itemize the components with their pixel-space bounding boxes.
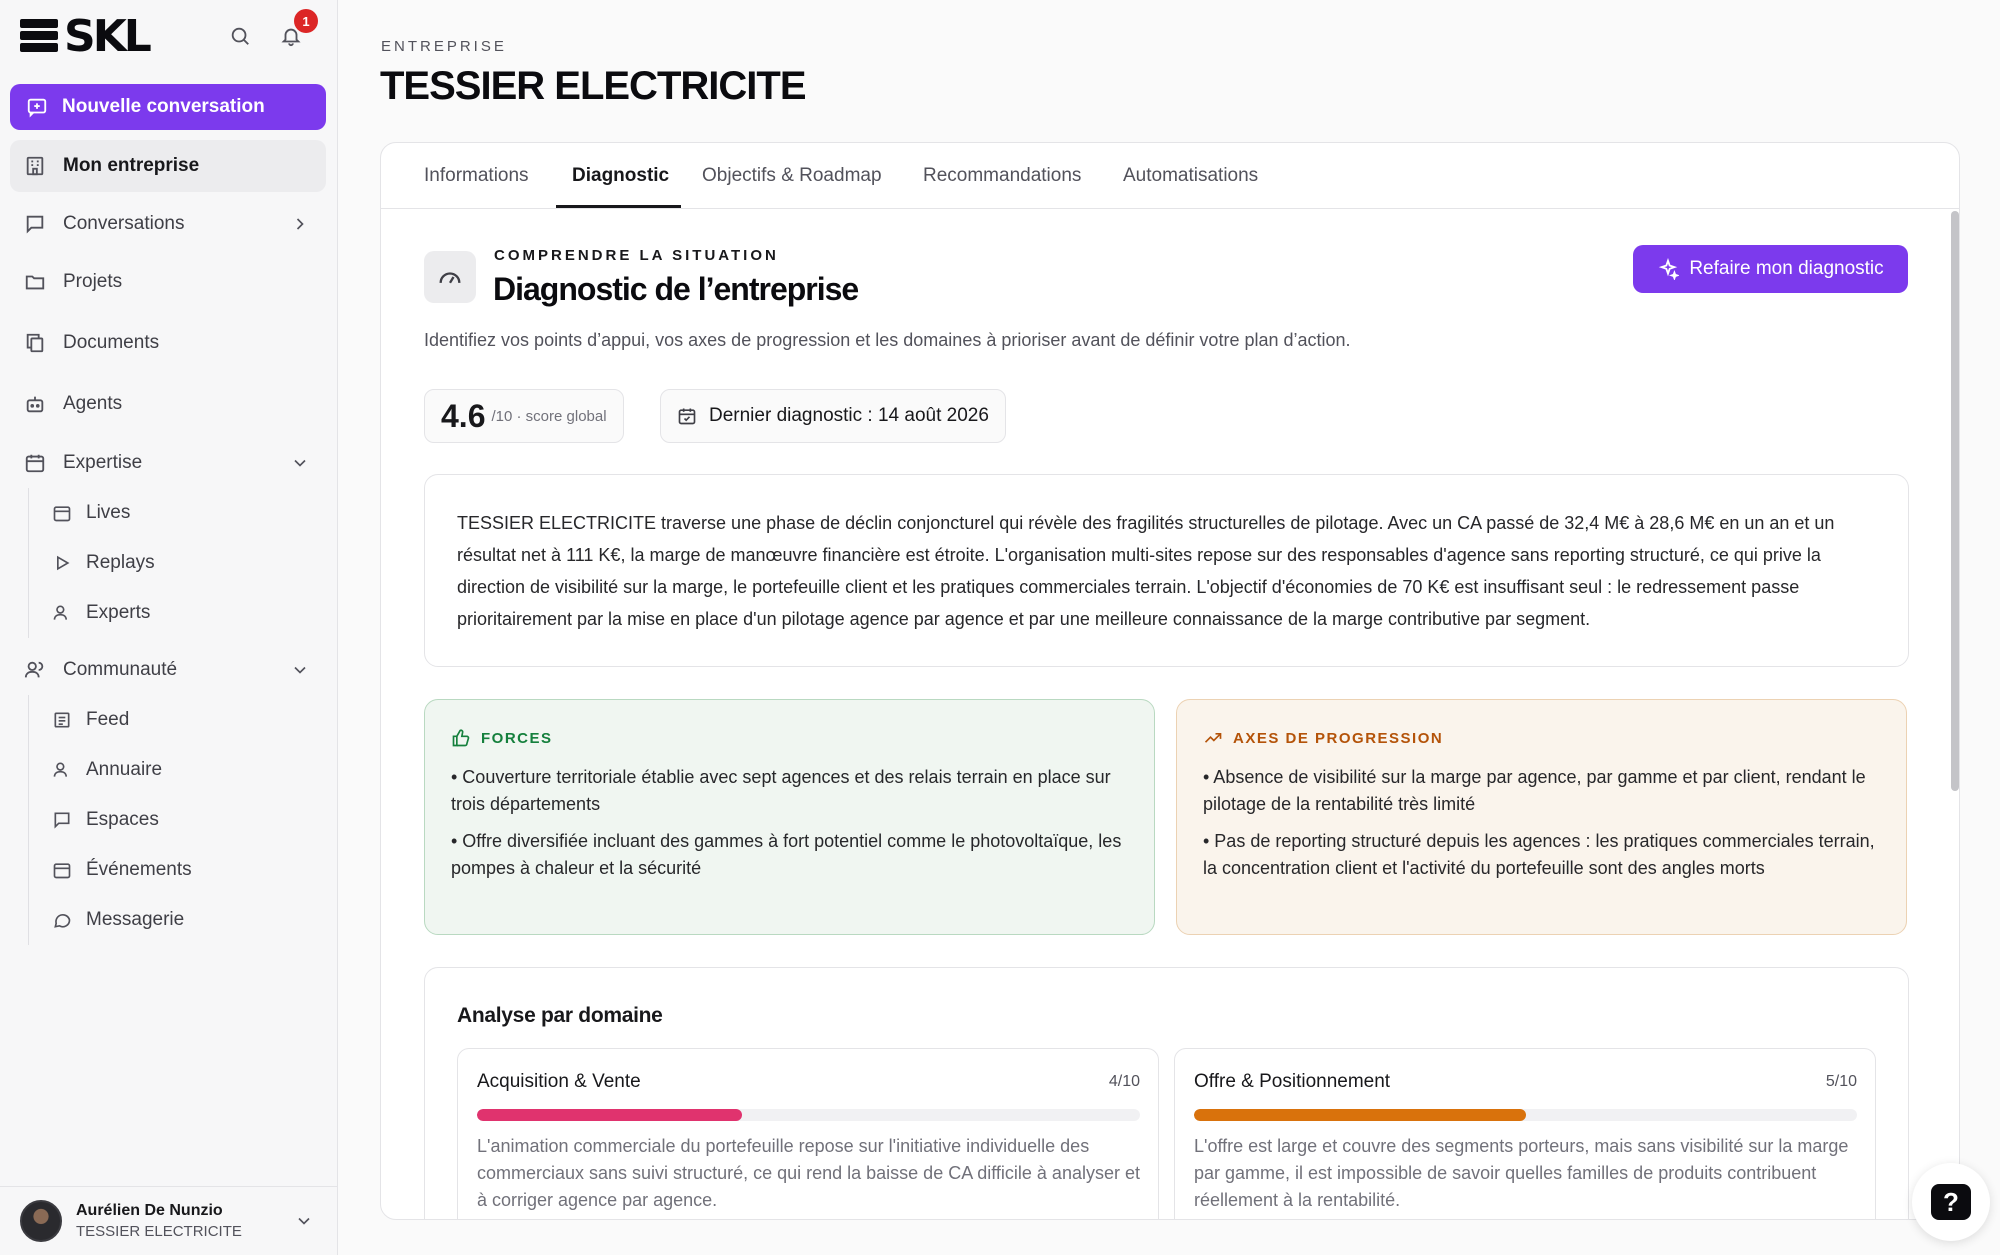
- submenu-rail: [28, 695, 29, 945]
- message-square-icon: [52, 810, 72, 830]
- tab-recommandations[interactable]: Recommandations: [923, 165, 1082, 186]
- active-tab-indicator: [556, 205, 681, 208]
- play-icon: [52, 553, 72, 573]
- global-score-suffix: /10 · score global: [491, 407, 607, 425]
- sidebar-item-label: Documents: [63, 332, 160, 353]
- sidebar-item-label: Expertise: [63, 452, 143, 473]
- chevron-down-icon: [294, 1211, 314, 1231]
- domain-card-offre-positionnement[interactable]: [1174, 1048, 1876, 1220]
- sidebar-item-label: Experts: [86, 602, 151, 623]
- sidebar-item-evenements[interactable]: [44, 848, 324, 892]
- sidebar-item-label: Replays: [86, 552, 155, 573]
- thumbs-up-icon: [451, 728, 471, 748]
- sparkles-icon: [1657, 258, 1679, 280]
- notification-badge: 1: [294, 9, 318, 33]
- sidebar-item-label: Agents: [63, 393, 123, 414]
- domain-progress-track: [477, 1109, 1140, 1121]
- global-score-value: 4.6: [441, 397, 486, 434]
- domain-progress-track: [1194, 1109, 1857, 1121]
- sidebar-item-documents[interactable]: [10, 317, 326, 369]
- user-name: Aurélien De Nunzio: [76, 1202, 223, 1219]
- domain-progress-fill: [1194, 1109, 1526, 1121]
- page-eyebrow: ENTREPRISE: [381, 38, 507, 55]
- help-icon: ?: [1931, 1184, 1971, 1220]
- sidebar-item-label: Lives: [86, 502, 131, 523]
- company-panel: [380, 142, 1960, 1220]
- brand-name: SKL: [64, 10, 149, 62]
- user-menu[interactable]: [0, 1186, 338, 1255]
- domain-description: L'animation commerciale du portefeuille repose sur l'initiative individuelle des commerciaux sans suivi structuré, ce qui rend la baisse de CA difficile à analyser et à corriger agence par agence.: [477, 1136, 1140, 1210]
- sidebar-item-label: Événements: [86, 859, 192, 880]
- summary-card: [424, 474, 1909, 667]
- bot-icon: [24, 393, 46, 415]
- forces-title: FORCES: [481, 729, 553, 747]
- calendar-icon: [24, 452, 46, 474]
- chevron-down-icon[interactable]: [290, 453, 310, 473]
- avatar: [20, 1200, 62, 1242]
- section-subtitle: Identifiez vos points d’appui, vos axes de progression et les domaines à prioriser avant de définir votre plan d’action.: [424, 330, 1351, 350]
- trending-up-icon: [1203, 728, 1223, 748]
- chevron-right-icon[interactable]: [290, 214, 310, 234]
- tab-bar: [381, 143, 1959, 209]
- global-score-chip: [424, 389, 624, 443]
- sidebar-item-lives[interactable]: [44, 491, 324, 535]
- forces-item: • Offre diversifiée incluant des gammes à fort potentiel comme le photovoltaïque, les pompes à chaleur et la sécurité: [451, 831, 1122, 878]
- users-icon: [24, 659, 46, 681]
- sidebar-item-expertise[interactable]: [10, 437, 326, 489]
- sidebar-item-projets[interactable]: [10, 256, 326, 308]
- sidebar-item-messagerie[interactable]: [44, 898, 324, 942]
- logo-icon: [20, 17, 58, 55]
- brand-logo[interactable]: [20, 10, 149, 62]
- forces-item: • Couverture territoriale établie avec sept agences et des relais terrain en place sur trois départements: [451, 767, 1111, 814]
- sidebar-item-label: Messagerie: [86, 909, 185, 930]
- sidebar-item-replays[interactable]: [44, 541, 324, 585]
- calendar-check-icon: [677, 406, 697, 426]
- axes-title: AXES DE PROGRESSION: [1233, 729, 1444, 747]
- submenu-rail: [28, 488, 29, 638]
- domain-score: 4/10: [1108, 1073, 1140, 1090]
- message-plus-icon: [26, 96, 48, 118]
- redo-diagnostic-button[interactable]: [1633, 245, 1908, 293]
- domain-score: 5/10: [1825, 1073, 1857, 1090]
- forces-card: [424, 699, 1155, 935]
- calendar-icon: [52, 860, 72, 880]
- sidebar-item-mon-entreprise[interactable]: [10, 140, 326, 192]
- new-conversation-button[interactable]: [10, 84, 326, 130]
- tab-objectifs-roadmap[interactable]: Objectifs & Roadmap: [702, 165, 882, 186]
- domain-analysis-card: [424, 967, 1909, 1220]
- section-title: Diagnostic de l’entreprise: [493, 271, 859, 307]
- axes-card: [1176, 699, 1907, 935]
- tab-diagnostic[interactable]: Diagnostic: [572, 165, 670, 186]
- gauge-icon: [424, 251, 476, 303]
- new-conversation-label: Nouvelle conversation: [62, 96, 265, 117]
- sidebar-item-label: Conversations: [63, 213, 185, 234]
- sidebar-item-label: Communauté: [63, 659, 178, 680]
- message-circle-icon: [52, 910, 72, 930]
- sidebar-item-conversations[interactable]: [10, 198, 326, 250]
- user-company: TESSIER ELECTRICITE: [76, 1223, 242, 1240]
- last-diagnostic-chip: [660, 389, 1006, 443]
- sidebar-item-annuaire[interactable]: [44, 748, 324, 792]
- section-eyebrow: COMPRENDRE LA SITUATION: [494, 247, 779, 264]
- sidebar-item-label: Espaces: [86, 809, 159, 830]
- search-icon[interactable]: [226, 22, 254, 50]
- folder-icon: [24, 271, 46, 293]
- sidebar-item-espaces[interactable]: [44, 798, 324, 842]
- message-square-icon: [24, 213, 46, 235]
- sidebar-item-agents[interactable]: [10, 378, 326, 430]
- domain-name: Acquisition & Vente: [477, 1071, 641, 1092]
- tab-informations[interactable]: Informations: [424, 165, 529, 186]
- domain-description: L'offre est large et couvre des segments porteurs, mais sans visibilité sur la marge par gamme, il est impossible de savoir quelles familles de produits contribuent réellement à la rentabilité.: [1194, 1136, 1849, 1210]
- domain-name: Offre & Positionnement: [1194, 1071, 1391, 1092]
- tab-automatisations[interactable]: Automatisations: [1123, 165, 1259, 186]
- help-button[interactable]: [1912, 1163, 1990, 1241]
- page-title: TESSIER ELECTRICITE: [380, 64, 806, 108]
- domain-card-acquisition-vente[interactable]: [457, 1048, 1159, 1220]
- axes-item: • Pas de reporting structuré depuis les agences : les pratiques commerciales terrain, la concentration client et l'activité du portefeuille sont des angles morts: [1203, 831, 1875, 878]
- domain-analysis-title: Analyse par domaine: [457, 1004, 663, 1027]
- domain-progress-fill: [477, 1109, 742, 1121]
- newspaper-icon: [52, 710, 72, 730]
- redo-diagnostic-label: Refaire mon diagnostic: [1689, 258, 1884, 279]
- sidebar-item-experts[interactable]: [44, 591, 324, 635]
- user-icon: [52, 603, 72, 623]
- calendar-icon: [52, 503, 72, 523]
- sidebar-item-feed[interactable]: [44, 698, 324, 742]
- scrollbar-thumb[interactable]: [1951, 211, 1959, 791]
- building-icon: [24, 155, 46, 177]
- user-icon: [52, 760, 72, 780]
- copy-icon: [24, 332, 46, 354]
- sidebar-item-communaute[interactable]: [10, 644, 326, 696]
- axes-item: • Absence de visibilité sur la marge par agence, par gamme et par client, rendant le pilotage de la rentabilité très limité: [1203, 767, 1866, 814]
- chevron-down-icon[interactable]: [290, 660, 310, 680]
- summary-text: TESSIER ELECTRICITE traverse une phase de déclin conjoncturel qui révèle des fragilités structurelles de pilotage. Avec un CA passé de 32,4 M€ à 28,6 M€ en un an et un résultat net à 111 K€, la marge de manœuvre financière est étroite. L'organisation multi-sites repose sur des responsables d'agence sans reporting structuré, ce qui prive la direction de visibilité sur la marge, le portefeuille client et les pratiques commerciales terrain. L'objectif d'économies de 70 K€ est insuffisant seul : le redressement passe prioritairement par la mise en place d'un pilotage agence par agence et par une meilleure connaissance de la marge contributive par segment.: [457, 513, 1835, 629]
- sidebar: [0, 0, 338, 1255]
- sidebar-item-label: Mon entreprise: [63, 155, 200, 176]
- last-diagnostic-date: Dernier diagnostic : 14 août 2026: [709, 405, 989, 426]
- sidebar-item-label: Projets: [63, 271, 123, 292]
- sidebar-item-label: Annuaire: [86, 759, 163, 780]
- sidebar-item-label: Feed: [86, 709, 130, 730]
